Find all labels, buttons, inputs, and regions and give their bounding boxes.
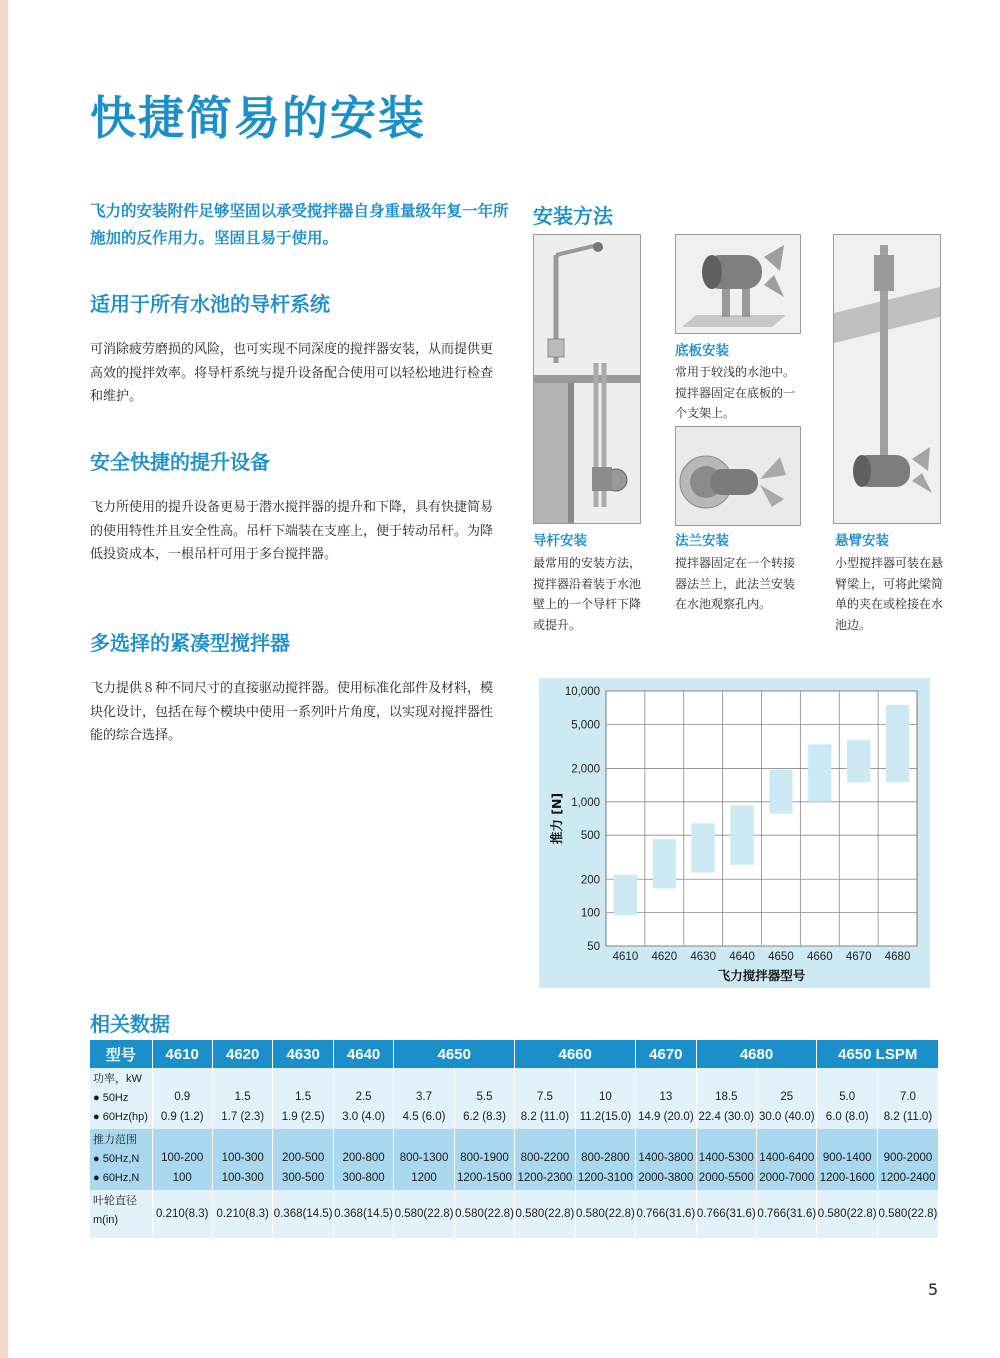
cell-value: 7.0 [899,1091,916,1103]
range-bar-4640 [730,805,753,865]
cell-value: 8.2 (11.0) [883,1111,933,1123]
table-cell [817,1190,877,1238]
row-label-line: 功率，kW [93,1073,142,1085]
cell-value: 30.0 (40.0) [758,1111,815,1123]
section-heading-lifting: 安全快捷的提升设备 [90,450,270,474]
table-cell [515,1129,575,1190]
cell-value: 100-300 [221,1172,264,1184]
cell-value: 5.0 [839,1091,856,1103]
range-bar-4660 [808,744,831,801]
table-cell [454,1190,514,1238]
table-cell [394,1129,454,1190]
row-label-line: ● 60Hz,N [93,1172,140,1184]
table-cell [877,1129,938,1190]
cell-value: 0.580(22.8) [394,1208,454,1220]
header-4640: 4640 [333,1040,393,1068]
cell-value: 25 [780,1091,794,1103]
cell-value: 0.580(22.8) [817,1208,877,1220]
page-title: 快捷简易的安装 [90,91,426,145]
y-tick-label: 200 [580,874,600,887]
table-cell [454,1129,514,1190]
caption-cantilever: 悬臂安装 [835,533,889,549]
cell-value: 0.210(8.3) [216,1208,269,1220]
cell-value: 800-1300 [399,1152,449,1164]
spec-table [90,1040,938,1238]
page-edge-strip [0,0,8,1358]
section-heading-guide-rail: 适用于所有水池的导杆系统 [90,292,330,316]
y-tick-label: 1,000 [571,796,600,809]
intro-text: 飞力的安装附件足够坚固以承受搅拌器自身重量级年复一年所施加的反作用力。坚固且易于使用。 [90,202,509,247]
cell-value: 0.368(14.5) [273,1208,333,1220]
y-axis-title: 推力 [N] [549,792,564,845]
cell-value: 6.0 (8.0) [825,1111,869,1123]
cell-value: 4.5 (6.0) [402,1111,446,1123]
cell-value: 3.0 (4.0) [342,1111,385,1123]
cell-value: 0.368(14.5) [334,1208,393,1220]
text-floor-mount: 常用于较浅的水池中。搅拌器固定在底板的一个支架上。 [675,365,796,420]
header-4620: 4620 [212,1040,272,1068]
cell-value: 200-800 [342,1152,385,1164]
table-cell [273,1129,333,1190]
y-tick-label: 100 [580,907,600,920]
header-4660: 4660 [515,1040,636,1068]
cell-value: 2000-3800 [638,1172,694,1184]
table-cell [575,1068,635,1129]
header-4680: 4680 [696,1040,817,1068]
table-cell [696,1129,756,1190]
text-guide-rail: 最常用的安装方法，搅拌器沿着装于水池壁上的一个导杆下降或提升。 [533,556,642,632]
x-tick-label: 4620 [651,951,678,963]
cell-value: 0.9 (1.2) [160,1111,204,1123]
cell-value: 2000-7000 [759,1172,815,1184]
section-body-guide-rail: 可消除疲劳磨损的风险，也可实现不同深度的搅拌器安装，从而提供更高效的搅拌效率。将导杆系统与提升设备配合使用可以轻松地进行检查和维护。 [90,342,494,404]
table-cell [152,1068,212,1129]
table-cell [515,1190,575,1238]
table-cell [273,1068,333,1129]
table-cell [333,1068,393,1129]
header-model: 型号 [90,1040,152,1068]
y-tick-label: 2,000 [571,763,600,776]
methods-heading: 安装方法 [533,204,613,228]
cell-value: 800-2200 [520,1152,570,1164]
table-cell [273,1190,333,1238]
cell-value: 1.5 [295,1091,312,1103]
header-4610: 4610 [152,1040,212,1068]
cell-value: 1200-1600 [819,1172,875,1184]
flange-mount-illustration [675,426,801,526]
cell-value: 0.766(31.6) [696,1208,756,1220]
range-bar-4620 [653,839,676,888]
table-cell [152,1129,212,1190]
table-cell [636,1190,696,1238]
header-4630: 4630 [273,1040,333,1068]
cell-value: 18.5 [715,1091,738,1103]
cell-value: 1200-1500 [456,1172,512,1184]
cell-value: 1.9 (2.5) [281,1111,325,1123]
table-cell [817,1068,877,1129]
table-cell [636,1129,696,1190]
floor-mount-illustration [675,234,801,334]
table-cell [212,1068,272,1129]
x-tick-label: 4610 [612,951,639,963]
cell-value: 11.2(15.0) [579,1111,632,1123]
caption-flange-mount: 法兰安装 [675,533,729,549]
table-cell [696,1190,756,1238]
cell-value: 1400-6400 [759,1152,815,1164]
text-flange-mount: 搅拌器固定在一个转接器法兰上，此法兰安装在水池观察孔内。 [675,556,796,611]
y-tick-label: 5,000 [571,719,600,732]
x-tick-label: 4650 [768,951,794,963]
cell-value: 200-500 [282,1152,325,1164]
header-4670: 4670 [636,1040,696,1068]
range-bar-4630 [692,823,715,872]
cell-value: 100-300 [221,1152,264,1164]
cell-value: 100 [172,1172,192,1184]
range-bar-4680 [886,705,909,782]
cell-value: 100-200 [161,1152,204,1164]
table-cell [575,1190,635,1238]
thrust-chart-svg [539,678,930,988]
row-label-line: m(in) [93,1214,119,1226]
cell-value: 10 [599,1091,612,1103]
x-tick-label: 4670 [845,951,872,963]
table-cell [877,1068,938,1129]
row-label-line: ● 60Hz(hp) [93,1111,148,1123]
x-axis-title: 飞力搅拌器型号 [717,968,806,983]
x-tick-label: 4640 [729,951,755,963]
spec-table-header-row [90,1040,938,1068]
row-label-power [90,1068,152,1129]
cell-value: 1400-3800 [638,1152,694,1164]
range-bar-4650 [769,770,792,814]
cell-value: 0.9 [174,1091,191,1103]
cell-value: 300-800 [342,1172,385,1184]
cell-value: 13 [659,1091,673,1103]
y-tick-label: 10,000 [564,686,600,698]
row-label-line: ● 50Hz,N [93,1153,140,1165]
cell-value: 900-1400 [822,1152,872,1164]
cell-value: 0.580(22.8) [515,1208,575,1220]
cell-value: 7.5 [536,1091,553,1103]
cell-value: 2.5 [355,1091,372,1103]
y-tick-label: 500 [580,830,600,843]
table-cell [877,1190,938,1238]
cell-value: 1.7 (2.3) [221,1111,265,1123]
table-cell [152,1190,212,1238]
range-bar-4670 [847,740,870,782]
x-tick-label: 4660 [807,951,833,963]
cell-value: 22.4 (30.0) [698,1111,755,1123]
cell-value: 8.2 (11.0) [520,1111,570,1123]
table-cell [394,1068,454,1129]
cell-value: 1400-5300 [698,1152,754,1164]
spec-row-power [90,1068,938,1129]
cantilever-mount-illustration [833,234,941,524]
row-label-line: 推力范围 [93,1134,137,1146]
header-4650-lspm: 4650 LSPM [817,1040,938,1068]
table-cell [575,1129,635,1190]
caption-floor-mount: 底板安装 [675,343,729,359]
cell-value: 0.766(31.6) [757,1208,817,1220]
cell-value: 0.766(31.6) [636,1208,696,1220]
cell-value: 800-1900 [460,1152,509,1164]
x-tick-label: 4630 [690,951,716,963]
table-cell [757,1129,817,1190]
data-heading: 相关数据 [90,1012,170,1036]
header-4650: 4650 [394,1040,515,1068]
table-cell [757,1190,817,1238]
cell-value: 800-2800 [581,1152,630,1164]
table-cell [757,1068,817,1129]
thrust-chart [539,678,930,988]
table-cell [333,1190,393,1238]
cell-value: 14.9 (20.0) [638,1111,694,1123]
spec-row-thrust-range [90,1129,938,1190]
text-cantilever: 小型搅拌器可装在悬臂梁上，可将此梁简单的夹在或栓接在水池边。 [835,556,944,632]
row-label-line: 叶轮直径 [93,1195,137,1207]
section-heading-compact-mixer: 多选择的紧凑型搅拌器 [90,631,290,655]
cell-value: 0.580(22.8) [575,1208,635,1220]
table-cell [212,1129,272,1190]
cell-value: 0.580(22.8) [878,1208,938,1220]
table-cell [212,1190,272,1238]
table-cell [636,1068,696,1129]
cell-value: 1200-2400 [880,1172,936,1184]
y-tick-label: 50 [587,941,600,953]
cell-value: 1200-2300 [517,1172,573,1184]
cell-value: 5.5 [476,1091,493,1103]
cell-value: 2000-5500 [698,1172,754,1184]
cell-value: 3.7 [416,1091,433,1103]
cell-value: 1200-3100 [577,1172,633,1184]
table-cell [817,1129,877,1190]
row-label-thrust-range [90,1129,152,1190]
page-number: 5 [928,1280,939,1299]
table-cell [333,1129,393,1190]
cell-value: 0.580(22.8) [455,1208,514,1220]
section-body-lifting: 飞力所使用的提升设备更易于潜水搅拌器的提升和下降，具有快捷简易的使用特性并且安全性高。吊杆下端装在支座上，便于转动吊杆。为降低投资成本，一根吊杆可用于多台搅拌器。 [90,500,494,562]
x-tick-label: 4680 [884,951,911,963]
table-cell [696,1068,756,1129]
spec-row-propeller-diameter [90,1190,938,1238]
table-cell [454,1068,514,1129]
row-label-propeller-diameter [90,1190,152,1238]
cell-value: 6.2 (8.3) [463,1111,506,1123]
cell-value: 1.5 [234,1091,251,1103]
row-label-line: ● 50Hz [93,1092,129,1104]
range-bar-4610 [614,875,637,915]
cell-value: 300-500 [282,1172,325,1184]
caption-guide-rail: 导杆安装 [533,533,587,549]
cell-value: 900-2000 [883,1152,933,1164]
cell-value: 1200 [411,1172,437,1184]
cell-value: 0.210(8.3) [156,1208,209,1220]
table-cell [394,1190,454,1238]
section-body-compact-mixer: 飞力提供８种不同尺寸的直接驱动搅拌器。使用标准化部件及材料，模块化设计，包括在每个模块中使用一系列叶片角度，以实现对搅拌器性能的综合选择。 [90,681,494,743]
table-cell [515,1068,575,1129]
guide-rail-illustration [533,234,641,524]
